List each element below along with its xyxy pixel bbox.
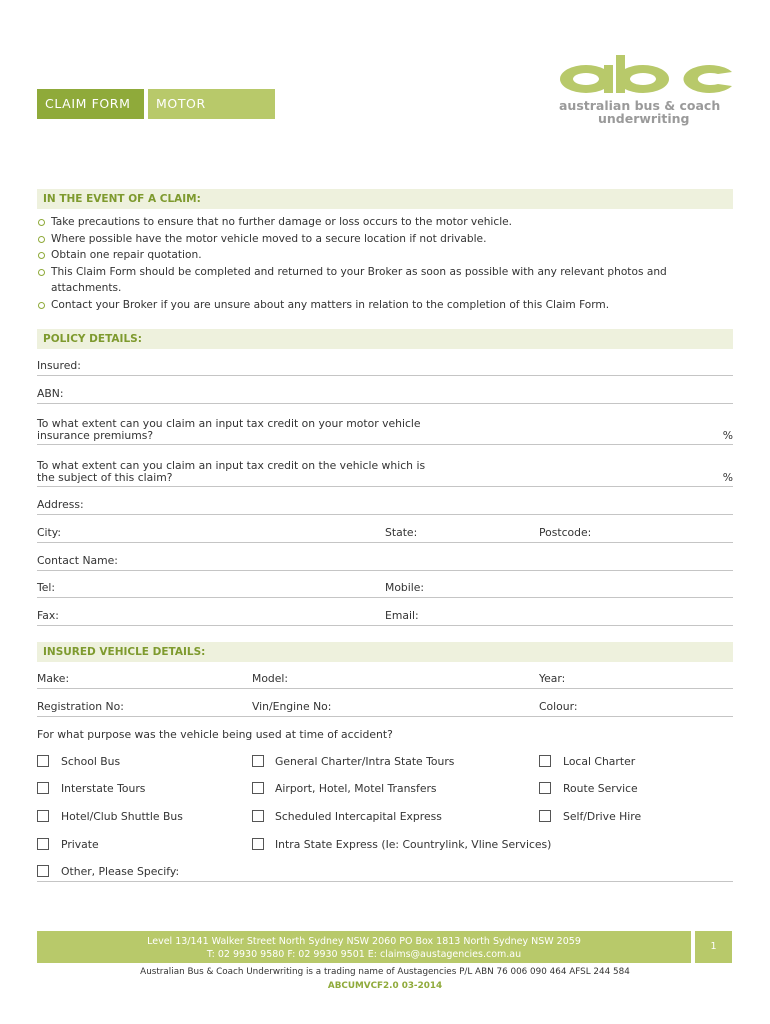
checkbox-interstate-tours[interactable] <box>37 782 49 794</box>
vin-engine-label: Vin/Engine No: <box>252 700 332 713</box>
option-label: School Bus <box>61 755 121 768</box>
tel-mobile-row <box>37 579 733 598</box>
checkbox-route-service[interactable] <box>539 782 551 794</box>
address-field[interactable] <box>37 496 733 515</box>
list-item: Contact your Broker if you are unsure about any matters in relation to the completion of this Claim Form. <box>37 297 737 314</box>
make-model-year-row <box>37 670 733 689</box>
logo-line1: australian bus & coach <box>559 98 721 113</box>
fax-label: Fax: <box>37 609 59 622</box>
checkbox-hotel-shuttle[interactable] <box>37 810 49 822</box>
page-number: 1 <box>695 931 732 963</box>
address-label: Address: <box>37 498 84 511</box>
checkbox-school-bus[interactable] <box>37 755 49 767</box>
list-item: This Claim Form should be completed and returned to your Broker as soon as possible with any relevant photos and attachments. <box>37 264 711 297</box>
make-label: Make: <box>37 672 70 685</box>
option-label: Private <box>61 838 99 851</box>
tax-credit-vehicle-field[interactable] <box>37 457 733 487</box>
insured-field[interactable] <box>37 357 733 376</box>
tax-credit-vehicle-label-2: the subject of this claim? <box>37 471 173 484</box>
checkbox-intra-state-express[interactable] <box>252 838 264 850</box>
contact-name-field[interactable] <box>37 552 733 571</box>
state-label: State: <box>385 526 418 539</box>
checkbox-self-drive-hire[interactable] <box>539 810 551 822</box>
option-label: Self/Drive Hire <box>563 810 642 823</box>
year-label: Year: <box>539 672 566 685</box>
option-label: Scheduled Intercapital Express <box>275 810 442 823</box>
purpose-question: For what purpose was the vehicle being used at time of accident? <box>37 728 393 741</box>
mobile-label: Mobile: <box>385 581 425 594</box>
checkbox-general-charter[interactable] <box>252 755 264 767</box>
section-policy: POLICY DETAILS: <box>37 329 733 349</box>
insured-label: Insured: <box>37 359 81 372</box>
postcode-label: Postcode: <box>539 526 592 539</box>
abn-field[interactable] <box>37 385 733 404</box>
checkbox-other[interactable] <box>37 865 49 877</box>
tax-credit-premium-field[interactable] <box>37 415 733 445</box>
tab-claim-form: CLAIM FORM <box>37 89 144 119</box>
event-list <box>37 214 737 313</box>
option-label: General Charter/Intra State Tours <box>275 755 455 768</box>
option-label: Intra State Express (Ie: Countrylink, Vline Services) <box>275 838 552 851</box>
list-item: Where possible have the motor vehicle moved to a secure location if not drivable. <box>37 231 737 248</box>
registration-label: Registration No: <box>37 700 124 713</box>
checkbox-local-charter[interactable] <box>539 755 551 767</box>
fax-email-row <box>37 607 733 626</box>
tel-label: Tel: <box>37 581 56 594</box>
footer-address: Level 13/141 Walker Street North Sydney NSW 2060 PO Box 1813 North Sydney NSW 2059 <box>147 936 581 947</box>
abn-label: ABN: <box>37 387 64 400</box>
tax-credit-vehicle-label-1: To what extent can you claim an input tax credit on the vehicle which is <box>37 459 426 472</box>
other-specify-field[interactable] <box>37 865 733 882</box>
option-label: Airport, Hotel, Motel Transfers <box>275 782 437 795</box>
option-label: Other, Please Specify: <box>61 865 180 878</box>
city-label: City: <box>37 526 62 539</box>
contact-name-label: Contact Name: <box>37 554 118 567</box>
option-label: Route Service <box>563 782 638 795</box>
list-item: Take precautions to ensure that no further damage or loss occurs to the motor vehicle. <box>37 214 737 231</box>
checkbox-private[interactable] <box>37 838 49 850</box>
logo-line2: underwriting <box>598 111 690 126</box>
option-label: Hotel/Club Shuttle Bus <box>61 810 183 823</box>
rego-vin-colour-row <box>37 698 733 717</box>
logo <box>556 52 736 127</box>
tax-credit-premium-label-1: To what extent can you claim an input tax credit on your motor vehicle <box>37 417 421 430</box>
option-label: Interstate Tours <box>61 782 146 795</box>
footer-bar <box>37 931 691 963</box>
tax-credit-premium-label-2: insurance premiums? <box>37 429 154 442</box>
email-label: Email: <box>385 609 419 622</box>
checkbox-scheduled-express[interactable] <box>252 810 264 822</box>
checkbox-airport-transfers[interactable] <box>252 782 264 794</box>
percent-sign: % <box>722 429 733 442</box>
model-label: Model: <box>252 672 289 685</box>
form-code: ABCUMVCF2.0 03-2014 <box>327 981 443 991</box>
section-event: IN THE EVENT OF A CLAIM: <box>37 189 733 209</box>
option-label: Local Charter <box>563 755 636 768</box>
tab-motor-vehicle: MOTOR VEHICLE <box>148 89 275 119</box>
section-vehicle: INSURED VEHICLE DETAILS: <box>37 642 733 662</box>
footer-contact: T: 02 9930 9580 F: 02 9930 9501 E: claims@austagencies.com.au <box>206 949 522 960</box>
percent-sign: % <box>722 471 733 484</box>
list-item: Obtain one repair quotation. <box>37 247 737 264</box>
logo-letters <box>556 52 736 98</box>
trading-name-note: Australian Bus & Coach Underwriting is a trading name of Austagencies P/L ABN 76 006 090 464 AFSL 244 584 <box>140 967 630 977</box>
city-state-postcode-row <box>37 524 733 543</box>
colour-label: Colour: <box>539 700 578 713</box>
